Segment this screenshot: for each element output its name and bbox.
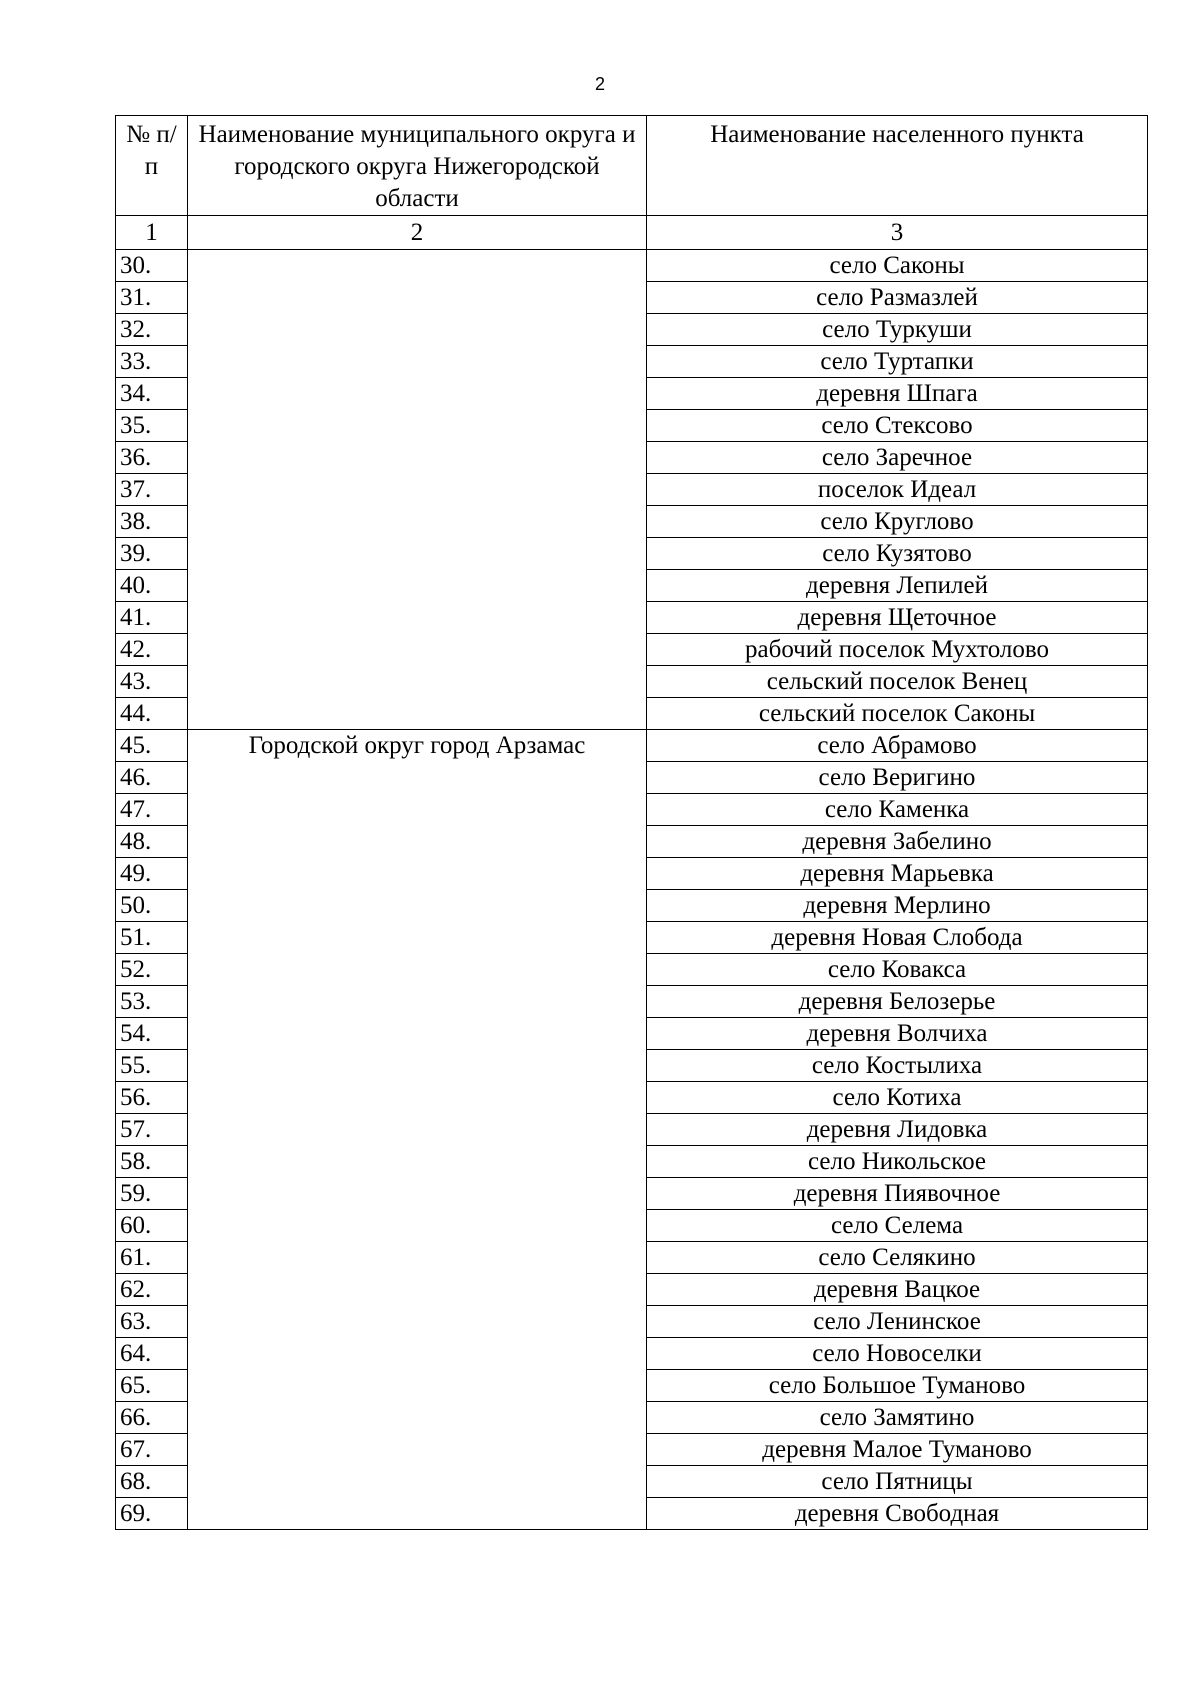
row-number: 33. [116,346,188,378]
settlement-name: село Круглово [647,506,1148,538]
header-num: № п/п [116,116,188,216]
settlement-name: деревня Забелино [647,826,1148,858]
row-number: 48. [116,826,188,858]
settlement-name: деревня Новая Слобода [647,922,1148,954]
row-number: 64. [116,1338,188,1370]
settlement-name: деревня Вацкое [647,1274,1148,1306]
row-number: 32. [116,314,188,346]
row-number: 61. [116,1242,188,1274]
settlement-name: деревня Лепилей [647,570,1148,602]
row-number: 55. [116,1050,188,1082]
row-number: 65. [116,1370,188,1402]
settlement-name: деревня Марьевка [647,858,1148,890]
settlement-name: рабочий поселок Мухтолово [647,634,1148,666]
settlement-name: село Котиха [647,1082,1148,1114]
row-number: 52. [116,954,188,986]
settlement-name: село Пятницы [647,1466,1148,1498]
row-number: 51. [116,922,188,954]
row-number: 34. [116,378,188,410]
row-number: 66. [116,1402,188,1434]
settlement-name: деревня Щеточное [647,602,1148,634]
settlement-name: село Ленинское [647,1306,1148,1338]
district-name: Городской округ город Арзамас [188,730,647,1530]
row-number: 40. [116,570,188,602]
row-number: 69. [116,1498,188,1530]
row-number: 46. [116,762,188,794]
settlement-name: село Туркуши [647,314,1148,346]
table-row [116,250,1148,282]
row-number: 42. [116,634,188,666]
row-number: 57. [116,1114,188,1146]
column-number-1: 1 [116,216,188,250]
settlement-name: деревня Шпага [647,378,1148,410]
row-number: 62. [116,1274,188,1306]
settlement-name: село Кузятово [647,538,1148,570]
settlement-name: деревня Малое Туманово [647,1434,1148,1466]
row-number: 49. [116,858,188,890]
row-number: 60. [116,1210,188,1242]
settlement-name: сельский поселок Саконы [647,698,1148,730]
settlement-name: сельский поселок Венец [647,666,1148,698]
settlement-name: село Абрамово [647,730,1148,762]
row-number: 47. [116,794,188,826]
settlement-name: село Заречное [647,442,1148,474]
row-number: 43. [116,666,188,698]
settlement-name: село Каменка [647,794,1148,826]
settlement-name: село Большое Туманово [647,1370,1148,1402]
settlement-name: деревня Мерлино [647,890,1148,922]
row-number: 63. [116,1306,188,1338]
settlement-name: деревня Лидовка [647,1114,1148,1146]
table-row [116,730,1148,762]
row-number: 36. [116,442,188,474]
header-district: Наименование муниципального округа и городского округа Нижегородской области [188,116,647,216]
settlement-name: село Костылиха [647,1050,1148,1082]
settlement-name: село Веригино [647,762,1148,794]
row-number: 30. [116,250,188,282]
settlement-name: село Замятино [647,1402,1148,1434]
settlement-name: село Селякино [647,1242,1148,1274]
row-number: 45. [116,730,188,762]
row-number: 58. [116,1146,188,1178]
table-body [116,116,1148,1530]
row-number: 37. [116,474,188,506]
row-number: 53. [116,986,188,1018]
settlement-name: деревня Свободная [647,1498,1148,1530]
settlement-name: село Саконы [647,250,1148,282]
row-number: 50. [116,890,188,922]
settlement-name: село Размазлей [647,282,1148,314]
settlement-name: село Туртапки [647,346,1148,378]
table-header-row [116,116,1148,216]
row-number: 44. [116,698,188,730]
page-number: 2 [594,74,605,94]
settlement-name: деревня Белозерье [647,986,1148,1018]
row-number: 41. [116,602,188,634]
row-number: 35. [116,410,188,442]
settlement-name: деревня Волчиха [647,1018,1148,1050]
row-number: 59. [116,1178,188,1210]
row-number: 67. [116,1434,188,1466]
settlement-name: село Новоселки [647,1338,1148,1370]
settlement-name: село Ковакса [647,954,1148,986]
row-number: 31. [116,282,188,314]
settlement-name: село Никольское [647,1146,1148,1178]
settlement-name: поселок Идеал [647,474,1148,506]
settlement-name: село Селема [647,1210,1148,1242]
header-settlement: Наименование населенного пункта [647,116,1148,216]
row-number: 38. [116,506,188,538]
settlement-name: село Стексово [647,410,1148,442]
column-number-row [116,216,1148,250]
column-number-2: 2 [188,216,647,250]
district-name [188,250,647,730]
row-number: 68. [116,1466,188,1498]
column-number-3: 3 [647,216,1148,250]
row-number: 54. [116,1018,188,1050]
row-number: 39. [116,538,188,570]
settlements-table [115,115,1148,1530]
row-number: 56. [116,1082,188,1114]
settlement-name: деревня Пиявочное [647,1178,1148,1210]
